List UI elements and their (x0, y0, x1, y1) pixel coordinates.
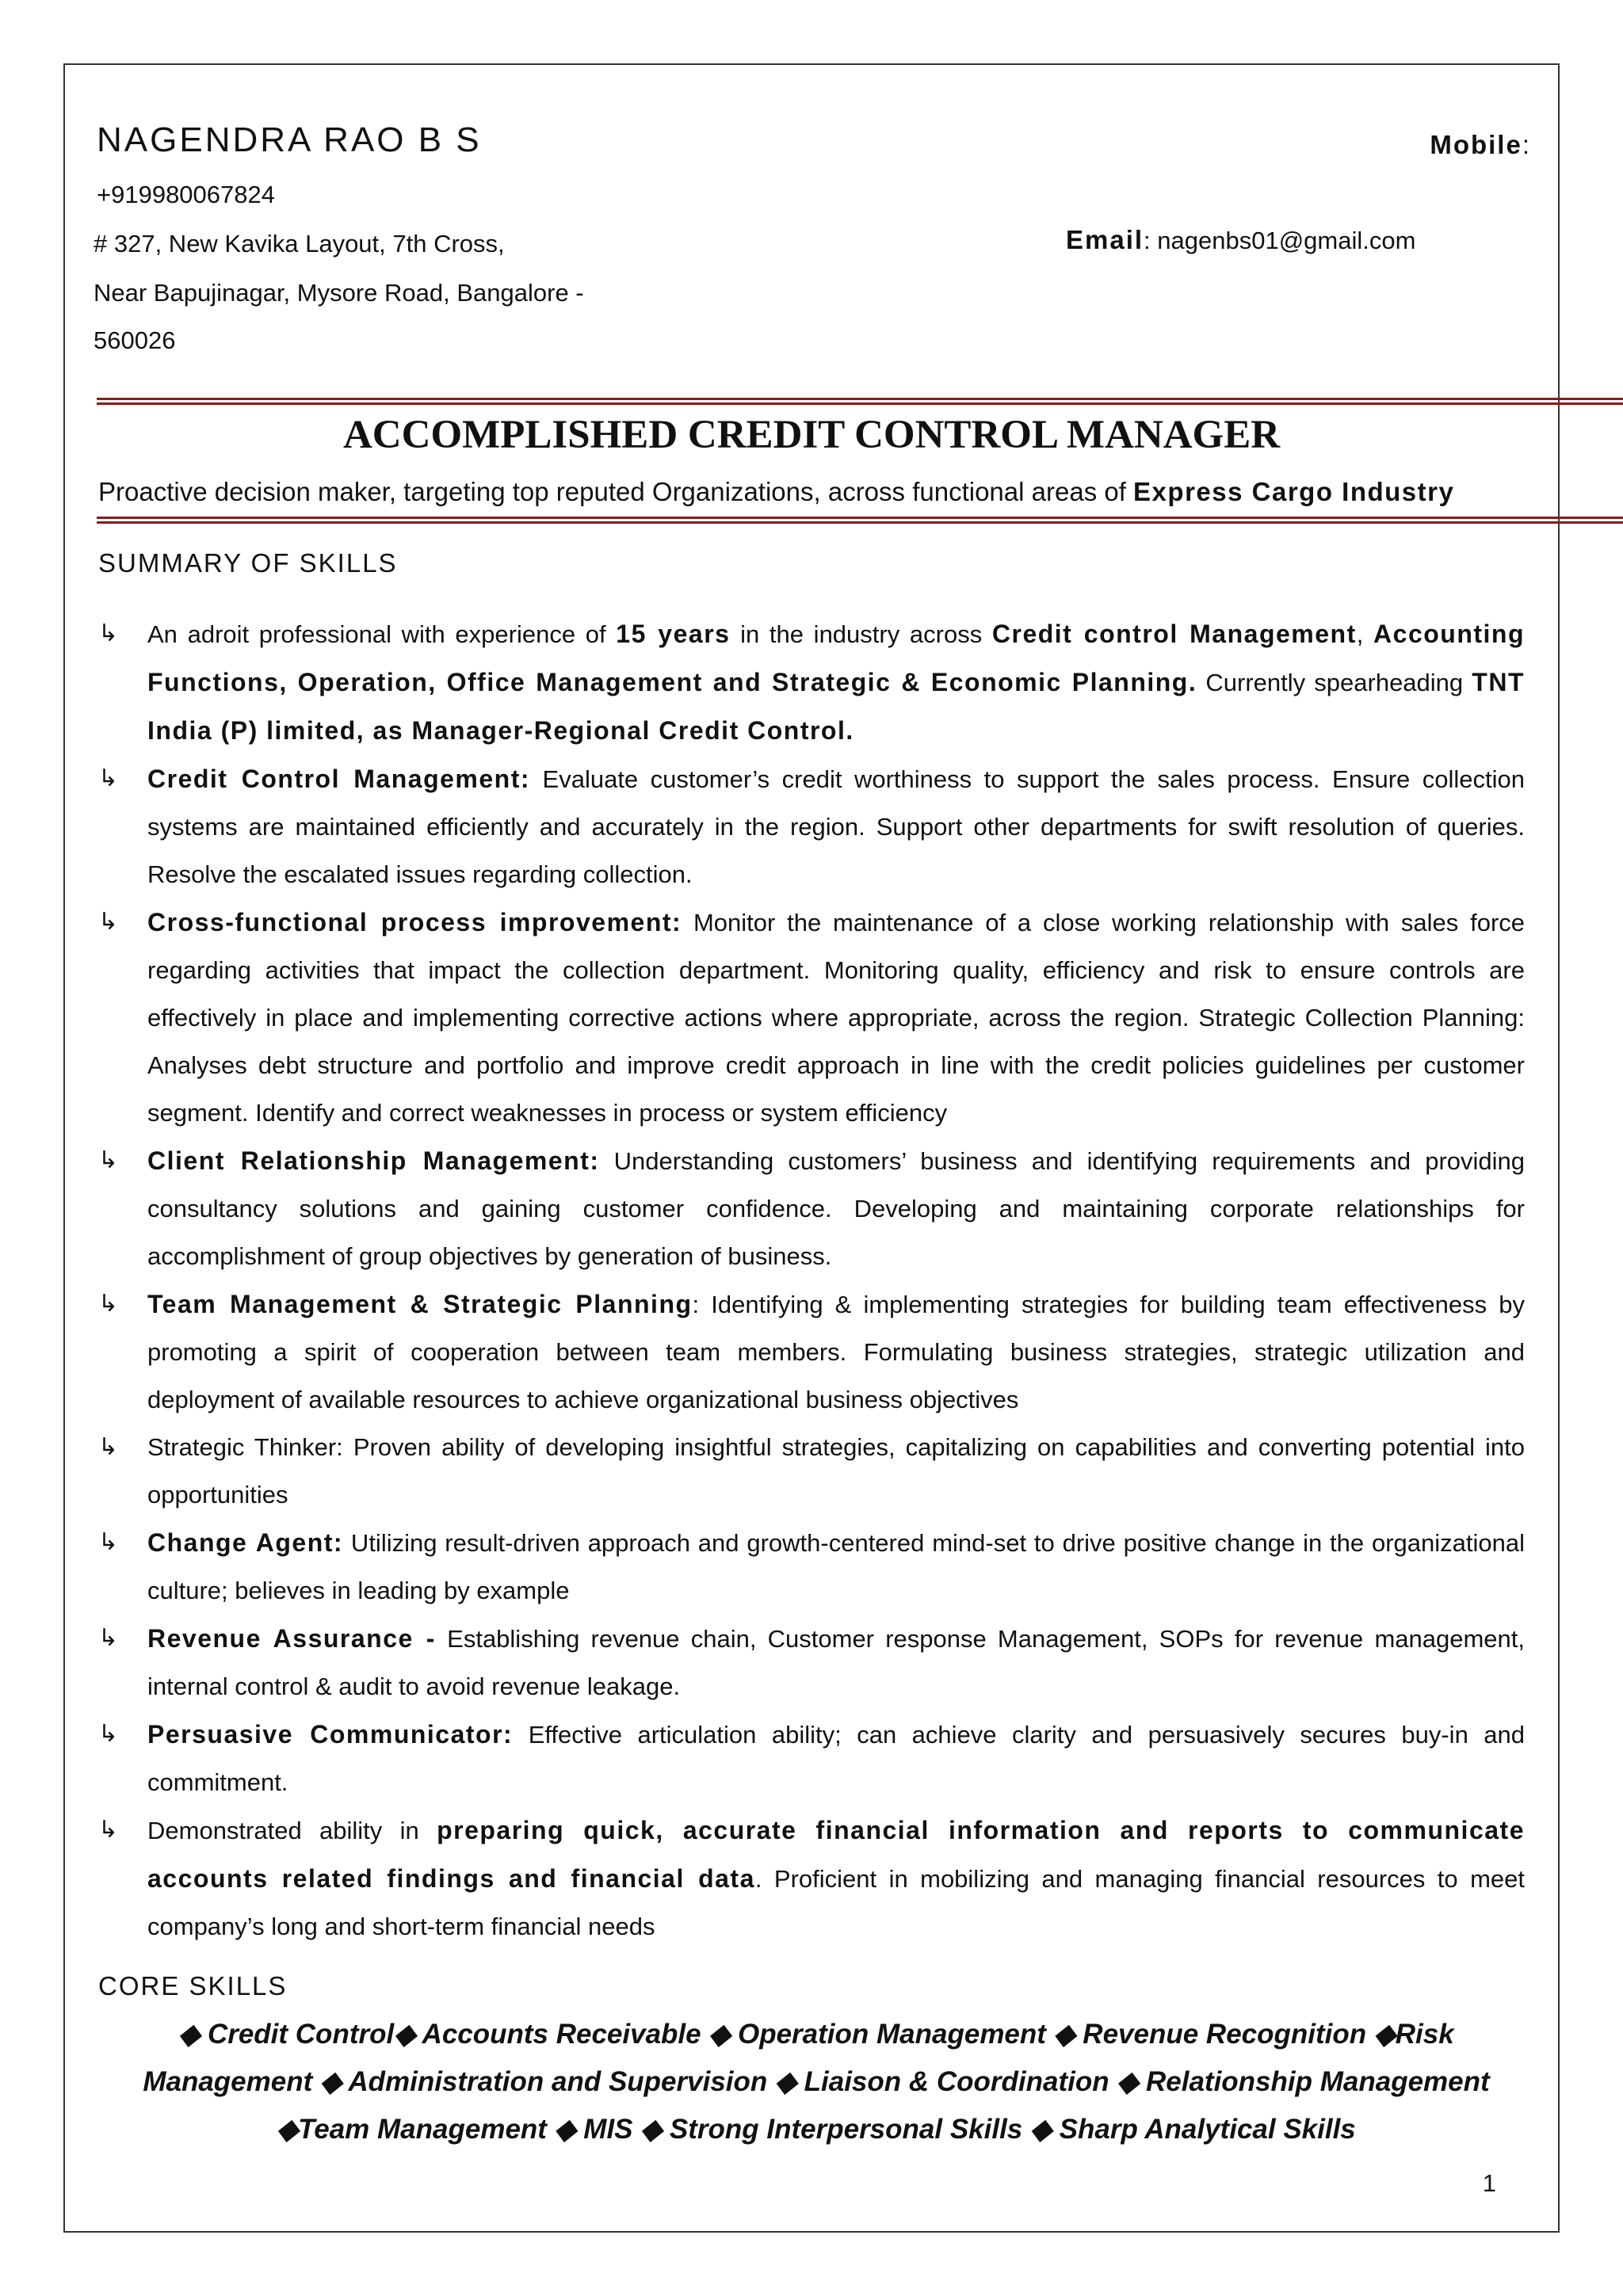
address-line-1: # 327, New Kavika Layout, 7th Cross, (94, 230, 505, 257)
summary-heading: SUMMARY OF SKILLS (98, 548, 398, 578)
summary-item: ↳ Change Agent: Utilizing result-driven approach and growth-centered mind-set to drive positive change in the organizational culture; believes in leading by example (98, 1519, 1525, 1615)
tagline-industry: Express Cargo Industry (1133, 477, 1455, 506)
email-label: Email (1066, 225, 1144, 254)
header-rule-top (97, 398, 1623, 405)
email-value: : nagenbs01@gmail.com (1144, 227, 1416, 254)
email-block (1066, 225, 1415, 255)
summary-item: ↳ Demonstrated ability in preparing quick, accurate financial information and reports to communicate accounts related findings and financial data. Proficient in mobilizing and managing financial resources to meet company’s long and short-term financial needs (98, 1806, 1525, 1951)
summary-list (98, 610, 1525, 1951)
candidate-name: NAGENDRA RAO B S (97, 120, 482, 159)
summary-item: ↳ An adroit professional with experience of 15 years in the industry across Credit control Management, Accounting Functions, Operation, Office Management and Strategic & Economic Planning. Currently spearheading TNT India (P) limited, as Manager-Regional Credit Control. (98, 610, 1525, 755)
tagline (98, 477, 1454, 507)
summary-item: ↳ Credit Control Management: Evaluate customer’s credit worthiness to support the sales process. Ensure collection systems are maintained efficiently and accurately in the region. Support other departments for swift resolution of queries. Resolve the escalated issues regarding collection. (98, 755, 1525, 898)
core-skills-heading: CORE SKILLS (98, 1971, 288, 2000)
phone-number: +919980067824 (97, 181, 275, 208)
summary-item: ↳ Strategic Thinker: Proven ability of developing insightful strategies, capitalizing on capabilities and converting potential into opportunities (98, 1424, 1525, 1519)
arrow-bullet-icon: ↳ (98, 765, 119, 791)
arrow-bullet-icon: ↳ (98, 1817, 119, 1843)
arrow-bullet-icon: ↳ (98, 1721, 119, 1747)
mobile-label: Mobile (1430, 130, 1522, 159)
tagline-text: Proactive decision maker, targeting top reputed Organizations, across functional areas of (98, 477, 1134, 506)
arrow-bullet-icon: ↳ (98, 909, 119, 935)
address-line-2: Near Bapujinagar, Mysore Road, Bangalore - (94, 279, 584, 307)
summary-item: ↳ Persuasive Communicator: Effective articulation ability; can achieve clarity and persuasively secures buy-in and commitment. (98, 1711, 1525, 1806)
address-line-3: 560026 (94, 326, 176, 354)
headline: ACCOMPLISHED CREDIT CONTROL MANAGER (342, 413, 1281, 457)
summary-item: ↳ Team Management & Strategic Planning: Identifying & implementing strategies for building team effectiveness by promoting a spirit of cooperation between team members. Formulating business strategies, strategic utilization and deployment of available resources to achieve organizational business objectives (98, 1280, 1525, 1424)
arrow-bullet-icon: ↳ (98, 1291, 119, 1317)
header-rule-bottom (97, 517, 1623, 524)
arrow-bullet-icon: ↳ (98, 620, 119, 646)
core-skills-list: ◆ Credit Control◆ Accounts Receivable ◆ Operation Management ◆ Revenue Recognition ◆Risk Management ◆ Administration and Supervision ◆ Liaison & Coordination ◆ Relationship Management ◆Team Management ◆ MIS ◆ Strong Interpersonal Skills ◆ Sharp Analytical Skills (143, 2019, 1490, 2145)
mobile-label-block (1430, 130, 1529, 160)
summary-item: ↳ Cross-functional process improvement: Monitor the maintenance of a close working relationship with sales force regarding activities that impact the collection department. Monitoring quality, efficiency and risk to ensure controls are effectively in place and implementing corrective actions where appropriate, across the region. Strategic Collection Planning: Analyses debt structure and portfolio and improve credit approach in line with the credit policies guidelines per customer segment. Identify and correct weaknesses in process or system efficiency (98, 898, 1525, 1137)
page-number: 1 (1482, 2169, 1496, 2197)
summary-item: ↳ Revenue Assurance - Establishing revenue chain, Customer response Management, SOPs for revenue management, internal control & audit to avoid revenue leakage. (98, 1615, 1525, 1711)
arrow-bullet-icon: ↳ (98, 1147, 119, 1173)
arrow-bullet-icon: ↳ (98, 1529, 119, 1555)
summary-item: ↳ Client Relationship Management: Understanding customers’ business and identifying requirements and providing consultancy solutions and gaining customer confidence. Developing and maintaining corporate relationships for accomplishment of group objectives by generation of business. (98, 1137, 1525, 1280)
arrow-bullet-icon: ↳ (98, 1434, 119, 1460)
arrow-bullet-icon: ↳ (98, 1625, 119, 1651)
mobile-separator: : (1522, 130, 1529, 159)
